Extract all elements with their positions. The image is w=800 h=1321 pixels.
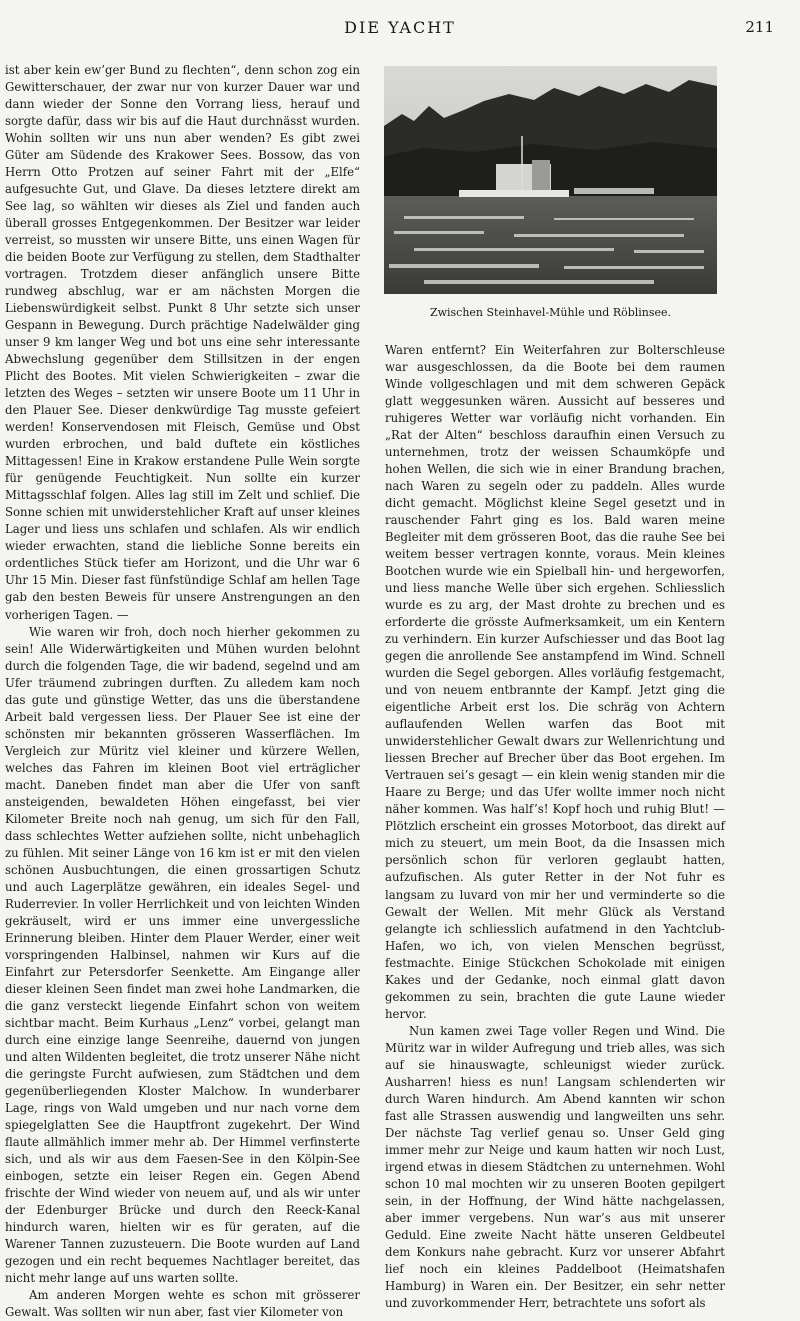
lake-photo-image [384,66,717,294]
photo-caption: Zwischen Steinhavel-Mühle und Röblinsee. [429,306,672,319]
right-paragraph-2: Nun kamen zwei Tage voller Regen und Wind. Die Müritz war in wilder Aufregung und trieb alles, was sich auf sie hinauswagte, schleunigst wieder zurück. Ausharren! hiess es nun! Langsam schlenderten wir durch Waren hindurch. Am Abend kannten wir schon fast alle Strassen auswendig und langweilten uns sehr. Der nächste Tag verlief genau so. Unser Geld ging immer mehr zur Neige und kaum hatten wir noch Lust, irgend etwas in diesem Städtchen zu unternehmen. Wohl schon 10 mal mochten wir zu unseren Booten gepilgert sein, in der Hoffnung, der Wind hätte nachgelassen, aber immer vergebens. Nun war’s aus mit unserer Geduld. Eine zweite Nacht hätte unseren Geldbeutel dem Konkurs nahe gebracht. Kurz vor unserer Abfahrt lief noch ein kleines Paddelboot (Heimatshafen Hamburg) in Waren ein. Der Besitzer, ein sehr netter und zuvorkommender Herr, betrachtete uns sofort als [385,1023,725,1310]
right-column [385,342,725,1312]
page-header-title: DIE YACHT [344,18,456,37]
left-paragraph-1: ist aber kein ew’ger Bund zu flechten“, denn schon zog ein Gewitterschauer, der zwar nur von kurzer Dauer war und dann wieder der Sonne den Vorrang liess, herauf und sorgte dafür, dass wir bis auf die Haut durchnässt wurden. Wohin sollten wir uns nun aber wenden? Es gibt zwei Güter am Südende des Krakower Sees. Bossow, das von Herrn Otto Protzen auf seiner Fahrt mit der „Elfe“ aufgesuchte Gut, und Glave. Da dieses letztere direkt am See lag, so wählten wir dieses als Ziel und fanden auch überall grosses Entgegenkommen. Der Besitzer war leider verreist, so mussten wir unsere Bitte, uns einen Wagen für die beiden Boote zur Verfügung zu stellen, dem Stadthalter vortragen. Trotzdem dieser anfänglich unsere Bitte rundweg abschlug, war er am nächsten Morgen die Liebenswürdigkeit selbst. Punkt 8 Uhr setzte sich unser Gespann in Bewegung. Durch prächtige Nadelwälder ging unser 9 km langer Weg und bot uns eine sehr interessante Abwechslung gegenüber dem Stillsitzen in der engen Plicht des Bootes. Mit vielen Schwierigkeiten – zwar die letzten des Weges – setzten wir unsere Boote um 11 Uhr in den Plauer See. Dieser denkwürdige Tag musste gefeiert werden! Konservendosen mit Fleisch, Gemüse und Obst wurden erbrochen, und bald duftete ein köstliches Mittagessen! Eine in Krakow erstandene Pulle Wein sorgte für genügende Feuchtigkeit. Nun sollte ein kurzer Mittagsschlaf folgen. Alles lag still im Zelt und schlief. Die Sonne schien mit unwiderstehlicher Kraft auf unser kleines Lager und liess uns schlafen und schlafen. Als wir endlich wieder erwachten, stand die liebliche Sonne bereits ein ordentliches Stück tiefer am Horizont, und die Uhr war 6 Uhr 15 Min. Dieser fast fünfstündige Schlaf am hellen Tage gab den besten Beweis für unsere Anstrengungen an den vorherigen Tagen. — [5,63,360,622]
page-number: 211 [745,18,774,36]
left-paragraph-3: Am anderen Morgen wehte es schon mit grösserer Gewalt. Was sollten wir nun aber, fast vier Kilometer von [5,1288,360,1320]
lake-photo [384,66,717,294]
right-paragraph-1: Waren entfernt? Ein Weiterfahren zur Bolterschleuse war ausgeschlossen, da die Boote bei dem raumen Winde vollgeschlagen und mit dem schweren Gepäck glatt weggesunken wären. Aussicht auf besseres und ruhigeres Wetter war vorläufig nicht vorhanden. Ein „Rat der Alten“ beschloss daraufhin einen Versuch zu unternehmen, trotz der weissen Schaumköpfe und hohen Wellen, die sich wie in einer Brandung brachen, nach Waren zu segeln oder zu paddeln. Alles wurde dicht gemacht. Möglichst kleine Segel gesetzt und in rauschender Fahrt ging es los. Bald waren meine Begleiter mit dem grösseren Boot, das die rauhe See bei weitem besser vertragen konnte, voraus. Mein kleines Bootchen wurde wie ein Spielball hin- und hergeworfen, und liess manche Welle über sich ergehen. Schliesslich wurde es zu arg, der Mast drohte zu brechen und es erforderte die grösste Aufmerksamkeit, um ein Kentern zu verhindern. Ein kurzer Aufschiesser und das Boot lag gegen die anrollende See anstampfend im Wind. Schnell wurden die Segel geborgen. Alles vorläufig festgemacht, und von neuem entbrannte der Kampf. Jetzt ging die eigentliche Arbeit erst los. Die schräg von Achtern auflaufenden Wellen warfen das Boot mit unwiderstehlicher Gewalt dwars zur Wellenrichtung und liessen Brecher auf Brecher über das Boot ergehen. Im Vertrauen sei’s gesagt — ein klein wenig standen mir die Haare zu Berge; und das Ufer wollte immer noch nicht näher kommen. Was half’s! Kopf hoch und ruhig Blut! — Plötzlich erscheint ein grosses Motorboot, das direkt auf mich zu steuert, um mein Boot, da die Insassen mich persönlich schon für verloren geglaubt hatten, aufzufischen. Als guter Retter in der Not fuhr es langsam zu luvard von mir her und verminderte so die Gewalt der Wellen. Mit mehr Glück als Verstand gelangte ich schliesslich aufatmend in den Yachtclub-Hafen, wo ich, von vielen Menschen begrüsst, festmachte. Einige Stückchen Schokolade mit einigen Kakes und der Gedanke, noch einmal glatt davon gekommen zu sein, brachten die gute Laune wieder hervor. [385,343,725,1021]
left-paragraph-2: Wie waren wir froh, doch noch hierher gekommen zu sein! Alle Widerwärtigkeiten und Mühen wurden belohnt durch die folgenden Tage, die wir badend, segelnd und am Ufer träumend zubringen durften. Zu alledem kam noch das gute und günstige Wetter, das uns die überstandene Arbeit bald vergessen liess. Der Plauer See ist eine der schönsten mir bekannten grösseren Wasserflächen. Im Vergleich zur Müritz viel kleiner und kürzere Wellen, welches das Fahren im kleinen Boot viel erträglicher macht. Daneben findet man aber die Ufer von sanft ansteigenden, bewaldeten Höhen eingefasst, bei vier Kilometer Breite noch nah genug, um sich für den Fall, dass schlechtes Wetter aufziehen sollte, nicht unbehaglich zu fühlen. Mit seiner Länge von 16 km ist er mit den vielen schönen Ausbuchtungen, die einen grossartigen Schutz und auch Lagerplätze gewähren, ein ideales Segel- und Ruderrevier. In voller Herrlichkeit und von leichten Winden gekräuselt, wird er uns immer eine unvergessliche Erinnerung bleiben. Hinter dem Plauer Werder, einer weit vorspringenden Halbinsel, nahmen wir Kurs auf die Einfahrt zur Petersdorfer Seenkette. Am Eingange aller dieser kleinen Seen findet man zwei hohe Landmarken, die die ganz versteckt liegende Einfahrt schon von weitem sichtbar macht. Beim Kurhaus „Lenz“ vorbei, gelangt man durch eine einzige lange Seenreihe, dauernd von jungen und alten Wildenten begleitet, die trotz unserer Nähe nicht die geringste Furcht aufwiesen, zum Städtchen und dem gegenüberliegenden Kloster Malchow. In wunderbarer Lage, rings von Wald umgeben und nur nach vorne dem spiegelglatten See die Hauptfront zugekehrt. Der Wind flaute allmählich immer mehr ab. Der Himmel verfinsterte sich, und als wir aus dem Faesen-See in den Kölpin-See einbogen, setzte ein leiser Regen ein. Gegen Abend frischte der Wind wieder von neuem auf, und als wir unter der Edenburger Brücke und durch den Reeck-Kanal hindurch waren, hielten wir es für geraten, auf die Warener Tannen zuzusteuern. Die Boote wurden auf Land gezogen und ein recht bequemes Nachtlager bereitet, das nicht mehr lange auf uns warten sollte. [5,624,360,1286]
left-column [5,62,360,1321]
